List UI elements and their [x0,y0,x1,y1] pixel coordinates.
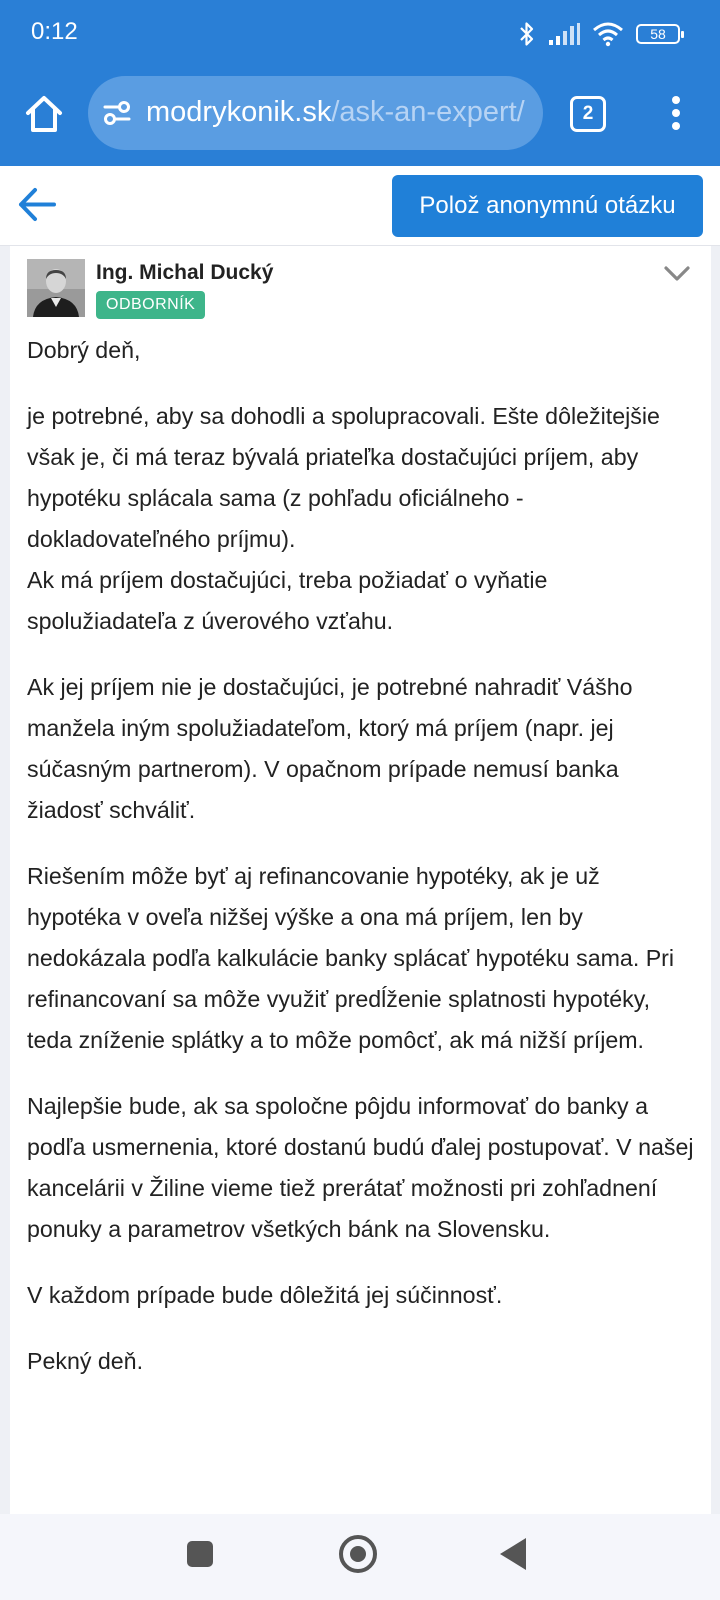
expert-badge: ODBORNÍK [96,291,205,319]
home-icon[interactable] [22,92,66,136]
bluetooth-icon [518,20,536,48]
home-circle-icon[interactable] [339,1535,377,1573]
ask-anonymous-question-button[interactable]: Polož anonymnú otázku [392,175,703,237]
answer-paragraph: Riešením môže byť aj refinancovanie hypotéky, ak je už hypotéka v oveľa nižšej výške a ona má príjem, len by nedokázala podľa kalkulácie banky splácať hypotéku sama. Pri refinancovaní sa môže využiť predĺženie splatnosti hypotéky, teda zníženie splátky a to môže pomôcť, ak má nižší príjem. [27,863,675,1053]
wifi-icon [592,21,624,47]
avatar[interactable] [27,259,85,317]
answer-paragraph: Najlepšie bude, ak sa spoločne pôjdu informovať do banky a podľa usmernenia, ktoré dostanú budú ďalej postupovať. V našej kancelárii v Žiline vieme tiež prerátať možnosti pri zohľadnení ponuky a parametrov všetkých bánk na Slovensku. [27,1093,694,1242]
person-photo-icon [27,259,85,317]
answer-paragraph: Dobrý deň, [27,337,141,363]
answer-paragraph: je potrebné, aby sa dohodli a spolupracovali. Ešte dôležitejšie však je, či má teraz bývalá priateľka dostačujúci príjem, aby hypotéku splácala sama (z pohľadu oficiálneho - dokladovateľného príjmu). [27,403,660,552]
answer-paragraph: Ak jej príjem nie je dostačujúci, je potrebné nahradiť Vášho manžela iným spolužiadateľom, ktorý má príjem (napr. jej súčasným partnerom). V opačnom prípade nemusí banka žiadosť schváliť. [27,674,633,823]
answer-paragraph: Pekný deň. [27,1348,144,1374]
answer-paragraph: V každom prípade bude dôležitá jej súčinnosť. [27,1282,503,1308]
url-path: /ask-an-expert/ [331,96,525,128]
overflow-menu-icon[interactable] [666,96,686,136]
url-text[interactable] [146,96,525,129]
answer-paragraph: Ak má príjem dostačujúci, treba požiadať o vyňatie spolužiadateľa z úverového vzťahu. [27,567,548,634]
page-header [0,166,720,246]
answer-paragraph-group [27,396,699,642]
back-triangle-icon[interactable] [500,1538,526,1570]
chevron-down-icon[interactable] [663,264,691,284]
signal-icon [548,22,580,46]
back-arrow-icon[interactable] [16,184,58,226]
browser-toolbar [0,70,720,166]
status-time: 0:12 [31,18,78,45]
expert-answer-card [10,246,711,1514]
battery-icon: 58 [636,24,680,44]
address-bar[interactable] [88,76,543,150]
answer-text [27,330,699,1407]
status-bar [0,0,720,70]
url-host: modrykonik.sk [146,96,332,128]
status-icons [518,16,680,52]
system-navigation-bar [0,1514,720,1600]
tab-switcher-button[interactable]: 2 [570,96,606,132]
recent-apps-icon[interactable] [187,1541,213,1567]
author-name[interactable]: Ing. Michal Ducký [96,261,274,284]
site-settings-icon[interactable] [102,99,132,127]
